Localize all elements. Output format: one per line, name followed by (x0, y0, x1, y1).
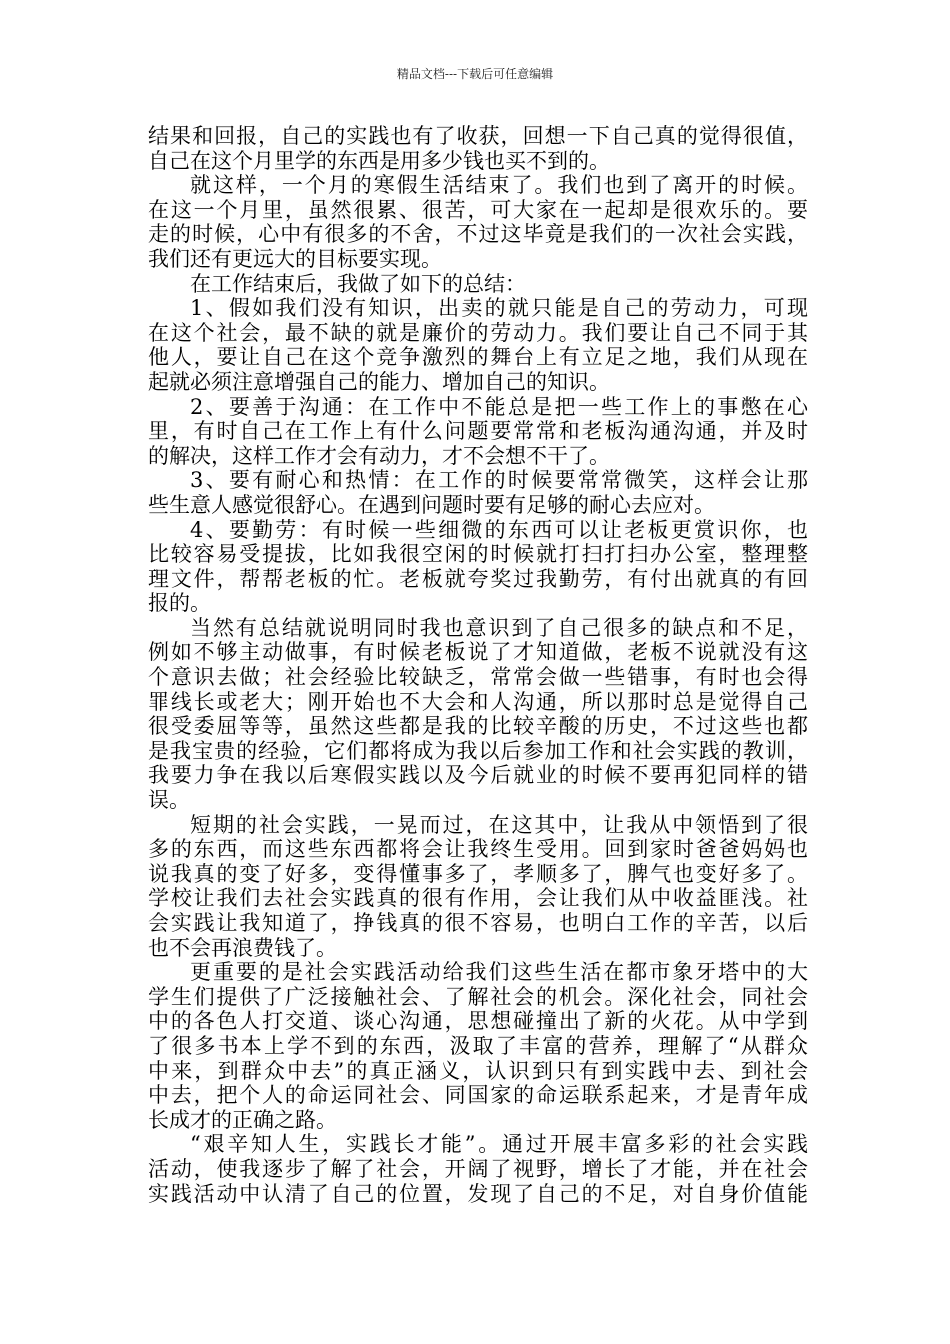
text-line: 短期的社会实践，一晃而过，在这其中，让我从中领悟到了很 (190, 812, 808, 837)
text-line: 在工作结束后，我做了如下的总结： (190, 271, 526, 296)
text-line: 长成才的正确之路。 (148, 1107, 337, 1132)
text-line: 1、假如我们没有知识，出卖的就只能是自己的劳动力，可现 (190, 296, 808, 321)
text-line: 罪线长或老大；刚开始也不大会和人沟通，所以那时总是觉得自己 (148, 689, 808, 714)
text-line: 说我真的变了好多，变得懂事多了，孝顺多了，脾气也变好多了。 (148, 861, 808, 886)
text-line: 也不会再浪费钱了。 (148, 935, 337, 960)
text-line: 4、要勤劳：有时候一些细微的东西可以让老板更赏识你，也 (190, 517, 808, 542)
text-line: 个意识去做；社会经验比较缺乏，常常会做一些错事，有时也会得 (148, 665, 808, 690)
text-line: “艰辛知人生，实践长才能”。通过开展丰富多彩的社会实践 (190, 1132, 808, 1157)
text-line: 会实践让我知道了，挣钱真的很不容易，也明白工作的辛苦，以后 (148, 911, 808, 935)
text-line: 很受委屈等等，虽然这些都是我的比较辛酸的历史，不过这些也都 (148, 714, 808, 739)
text-line: 的解决，这样工作才会有动力，才不会想不干了。 (148, 443, 610, 468)
text-line: 些生意人感觉很舒心。在遇到问题时要有足够的耐心去应对。 (148, 492, 715, 517)
text-line: 是我宝贵的经验，它们都将成为我以后参加工作和社会实践的教训， (148, 738, 808, 763)
text-line: 活动，使我逐步了解了社会，开阔了视野，增长了才能，并在社会 (148, 1156, 808, 1181)
text-line: 更重要的是社会实践活动给我们这些生活在都市象牙塔中的大 (190, 960, 808, 985)
text-line: 误。 (148, 788, 190, 813)
text-line: 我们还有更远大的目标要实现。 (148, 246, 442, 271)
text-line: 中的各色人打交道、谈心沟通，思想碰撞出了新的火花。从中学到 (148, 1009, 808, 1034)
text-line: 就这样，一个月的寒假生活结束了。我们也到了离开的时候。 (190, 173, 808, 198)
text-line: 自己在这个月里学的东西是用多少钱也买不到的。 (148, 148, 610, 173)
text-line: 多的东西，而这些东西都将会让我终生受用。回到家时爸爸妈妈也 (148, 837, 808, 862)
text-line: 2、要善于沟通：在工作中不能总是把一些工作上的事憋在心 (190, 394, 808, 419)
text-line: 里，有时自己在工作上有什么问题要常常和老板沟通沟通，并及时 (148, 419, 808, 444)
text-line: 中来，到群众中去”的真正涵义，认识到只有到实践中去、到社会 (148, 1058, 808, 1083)
text-line: 起就必须注意增强自己的能力、增加自己的知识。 (148, 369, 610, 394)
text-line: 走的时候，心中有很多的不舍，不过这毕竟是我们的一次社会实践， (148, 222, 808, 247)
document-body (148, 124, 808, 1206)
text-line: 比较容易受提拔，比如我很空闲的时候就打扫打扫办公室，整理整 (148, 542, 808, 567)
text-line: 理文件，帮帮老板的忙。老板就夸奖过我勤劳，有付出就真的有回 (148, 566, 808, 591)
text-line: 结果和回报，自己的实践也有了收获，回想一下自己真的觉得很值， (148, 124, 808, 148)
text-line: 3、要有耐心和热情：在工作的时候要常常微笑，这样会让那 (190, 468, 808, 493)
text-line: 了很多书本上学不到的东西，汲取了丰富的营养，理解了“从群众 (148, 1033, 808, 1058)
text-line: 报的。 (148, 591, 211, 616)
text-line: 例如不够主动做事，有时候老板说了才知道做，老板不说就没有这 (148, 640, 808, 665)
text-line: 学校让我们去社会实践真的很有作用，会让我们从中收益匪浅。社 (148, 886, 808, 911)
text-line: 实践活动中认清了自己的位置，发现了自己的不足，对自身价值能 (148, 1181, 808, 1206)
text-line: 中去，把个人的命运同社会、同国家的命运联系起来，才是青年成 (148, 1083, 808, 1108)
page-header: 精品文档---下载后可任意编辑 (396, 67, 554, 81)
text-line: 在这个社会，最不缺的就是廉价的劳动力。我们要让自己不同于其 (148, 320, 808, 345)
text-line: 他人，要让自己在这个竞争激烈的舞台上有立足之地，我们从现在 (148, 345, 808, 370)
text-line: 当然有总结就说明同时我也意识到了自己很多的缺点和不足， (190, 615, 808, 640)
text-line: 学生们提供了广泛接触社会、了解社会的机会。深化社会，同社会 (148, 984, 808, 1009)
text-line: 我要力争在我以后寒假实践以及今后就业的时候不要再犯同样的错 (148, 763, 808, 788)
text-line: 在这一个月里，虽然很累、很苦，可大家在一起却是很欢乐的。要 (148, 197, 808, 222)
